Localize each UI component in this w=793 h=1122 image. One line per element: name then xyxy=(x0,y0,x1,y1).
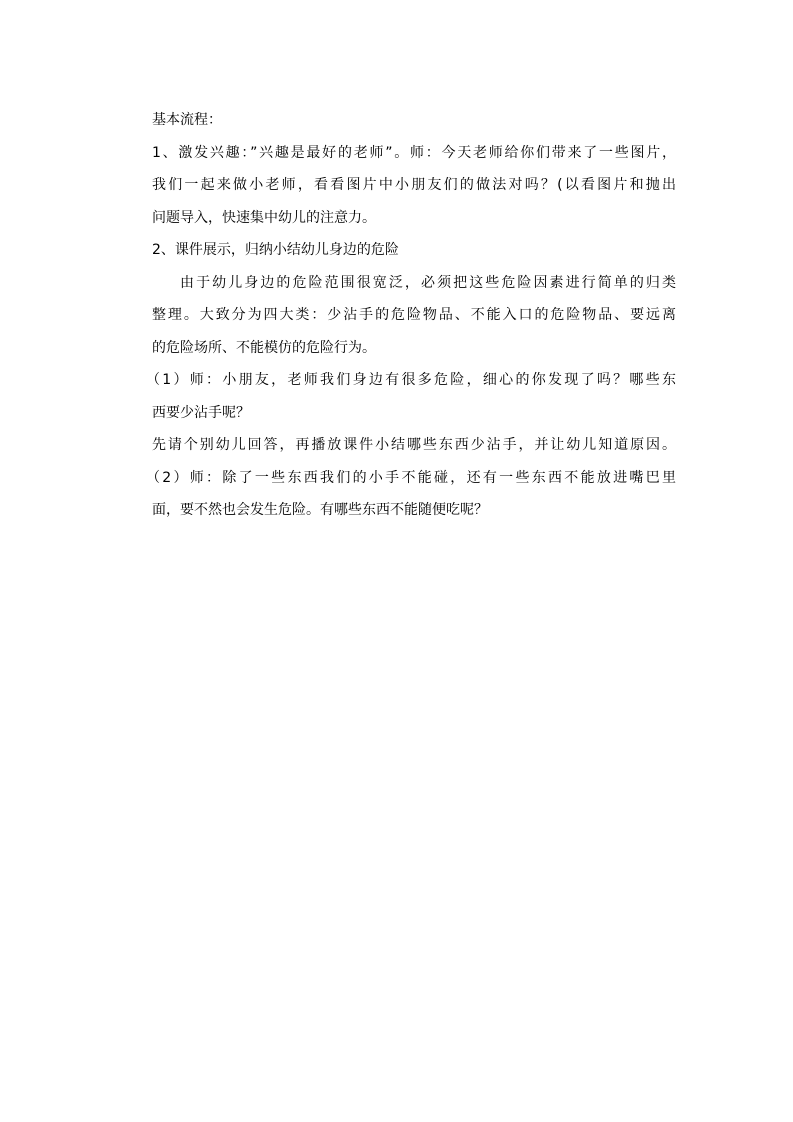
paragraph-line: 1、激发兴趣：”兴趣是最好的老师”。师：今天老师给你们带来了一些图片， xyxy=(152,144,676,161)
section-heading: 2、课件展示，归纳小结幼儿身边的危险 xyxy=(152,242,399,258)
paragraph-line: 问题导入，快速集中幼儿的注意力。 xyxy=(152,209,376,226)
paragraph-line: 整理。大致分为四大类：少沾手的危险物品、不能入口的危险物品、要远离 xyxy=(152,307,676,323)
document-body xyxy=(146,104,676,527)
paragraph-line: 面，要不然也会发生危险。有哪些东西不能随便吃呢？ xyxy=(152,502,488,518)
paragraph-line: （2）师：除了一些东西我们的小手不能碰，还有一些东西不能放进嘴巴里 xyxy=(146,469,676,486)
paragraph-line: 西要少沾手呢？ xyxy=(152,404,250,421)
paragraph-line: 先请个别幼儿回答，再播放课件小结哪些东西少沾手，并让幼儿知道原因。 xyxy=(152,437,676,453)
paragraph-line: 由于幼儿身边的危险范围很宽泛，必须把这些危险因素进行简单的归类 xyxy=(180,274,676,291)
heading-basic-process: 基本流程： xyxy=(152,112,222,128)
paragraph-line: 的危险场所、不能模仿的危险行为。 xyxy=(152,339,376,356)
paragraph-line: （1）师：小朋友，老师我们身边有很多危险，细心的你发现了吗？哪些东 xyxy=(146,372,676,388)
paragraph-line: 我们一起来做小老师，看看图片中小朋友们的做法对吗？(以看图片和抛出 xyxy=(152,177,676,193)
